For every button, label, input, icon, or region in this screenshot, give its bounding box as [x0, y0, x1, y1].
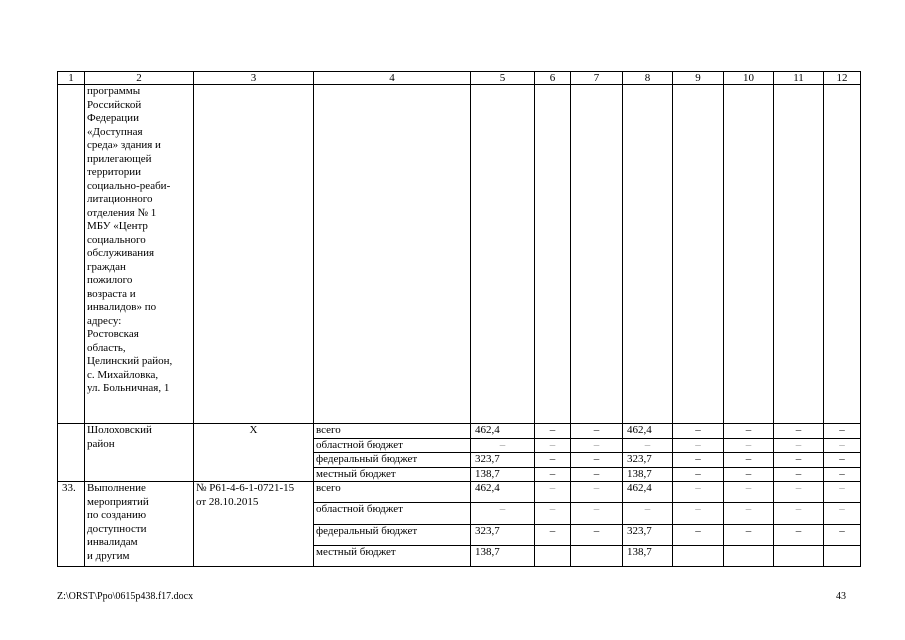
col-header: 4 — [314, 72, 471, 85]
value-cell: – — [824, 503, 861, 524]
value-cell: 138,7 — [623, 467, 673, 482]
value-cell: – — [471, 503, 535, 524]
item-document: № Р61-4-6-1-0721-15 от 28.10.2015 — [194, 482, 314, 567]
col-header: 12 — [824, 72, 861, 85]
value-cell: – — [724, 503, 774, 524]
value-cell: – — [824, 424, 861, 439]
value-cell: – — [774, 503, 824, 524]
value-cell: – — [623, 438, 673, 453]
value-cell: – — [673, 482, 724, 503]
value-cell: 323,7 — [471, 524, 535, 545]
value-cell: – — [824, 482, 861, 503]
value-cell: – — [673, 424, 724, 439]
value-cell: – — [471, 438, 535, 453]
value-cell: – — [535, 482, 571, 503]
value-cell: – — [535, 424, 571, 439]
value-cell: – — [774, 424, 824, 439]
col-header: 7 — [571, 72, 623, 85]
continuation-row — [58, 85, 861, 424]
col-header: 8 — [623, 72, 673, 85]
budget-table — [57, 71, 861, 567]
budget-label: местный бюджет — [314, 545, 471, 566]
col-header: 10 — [724, 72, 774, 85]
budget-label: всего — [314, 482, 471, 503]
value-cell: – — [673, 453, 724, 468]
value-cell: – — [774, 453, 824, 468]
value-cell — [535, 545, 571, 566]
value-cell: – — [774, 524, 824, 545]
continuation-text: программы Российской Федерации «Доступная среда» здания и прилегающей территории социально-реаби- литационного отделения № 1 МБУ «Центр социального обслуживания граждан пожилого возраста и инвалидов» по адресу: Ростовская область, Целинский район, с. Михайловка, ул. Больничная, 1 — [85, 85, 194, 424]
value-cell: – — [824, 438, 861, 453]
district-col3: X — [194, 424, 314, 482]
value-cell: – — [724, 424, 774, 439]
value-cell: – — [673, 524, 724, 545]
col-header: 11 — [774, 72, 824, 85]
value-cell: 138,7 — [471, 467, 535, 482]
page-number: 43 — [836, 591, 846, 602]
value-cell: 323,7 — [471, 453, 535, 468]
value-cell: – — [623, 503, 673, 524]
value-cell: – — [571, 503, 623, 524]
value-cell: 462,4 — [471, 424, 535, 439]
value-cell: 462,4 — [471, 482, 535, 503]
value-cell — [571, 545, 623, 566]
col-header: 1 — [58, 72, 85, 85]
value-cell: – — [535, 438, 571, 453]
value-cell: – — [824, 467, 861, 482]
budget-label: местный бюджет — [314, 467, 471, 482]
value-cell — [724, 545, 774, 566]
budget-label: областной бюджет — [314, 503, 471, 524]
value-cell: – — [774, 467, 824, 482]
value-cell: 462,4 — [623, 482, 673, 503]
col-header: 3 — [194, 72, 314, 85]
column-number-header — [58, 72, 861, 85]
value-cell: 462,4 — [623, 424, 673, 439]
value-cell: – — [673, 503, 724, 524]
value-cell: – — [724, 482, 774, 503]
item-number: 33. — [58, 482, 85, 567]
file-path-footer: Z:\ORST\Ppo\0615p438.f17.docx — [57, 591, 194, 602]
value-cell: – — [824, 453, 861, 468]
value-cell: – — [535, 524, 571, 545]
value-cell: – — [571, 424, 623, 439]
value-cell: – — [774, 438, 824, 453]
value-cell: – — [724, 524, 774, 545]
col-header: 9 — [673, 72, 724, 85]
district-name: Шолоховский район — [85, 424, 194, 482]
value-cell — [774, 545, 824, 566]
value-cell: – — [571, 482, 623, 503]
value-cell: – — [535, 453, 571, 468]
table-row — [58, 424, 861, 439]
value-cell: 323,7 — [623, 524, 673, 545]
col-header: 5 — [471, 72, 535, 85]
value-cell: – — [724, 467, 774, 482]
value-cell: – — [571, 453, 623, 468]
value-cell: – — [824, 524, 861, 545]
value-cell: 323,7 — [623, 453, 673, 468]
value-cell — [673, 545, 724, 566]
value-cell: – — [535, 467, 571, 482]
value-cell: – — [673, 438, 724, 453]
value-cell: – — [535, 503, 571, 524]
value-cell: 138,7 — [623, 545, 673, 566]
item-name: Выполнение мероприятий по созданию доступности инвалидам и другим — [85, 482, 194, 567]
value-cell: – — [724, 438, 774, 453]
table-row — [58, 482, 861, 503]
col-header: 6 — [535, 72, 571, 85]
value-cell: – — [571, 438, 623, 453]
value-cell: – — [571, 467, 623, 482]
value-cell: – — [724, 453, 774, 468]
value-cell — [824, 545, 861, 566]
value-cell: – — [673, 467, 724, 482]
budget-label: всего — [314, 424, 471, 439]
value-cell: – — [774, 482, 824, 503]
value-cell: 138,7 — [471, 545, 535, 566]
value-cell: – — [571, 524, 623, 545]
col-header: 2 — [85, 72, 194, 85]
budget-label: федеральный бюджет — [314, 453, 471, 468]
budget-label: федеральный бюджет — [314, 524, 471, 545]
budget-label: областной бюджет — [314, 438, 471, 453]
